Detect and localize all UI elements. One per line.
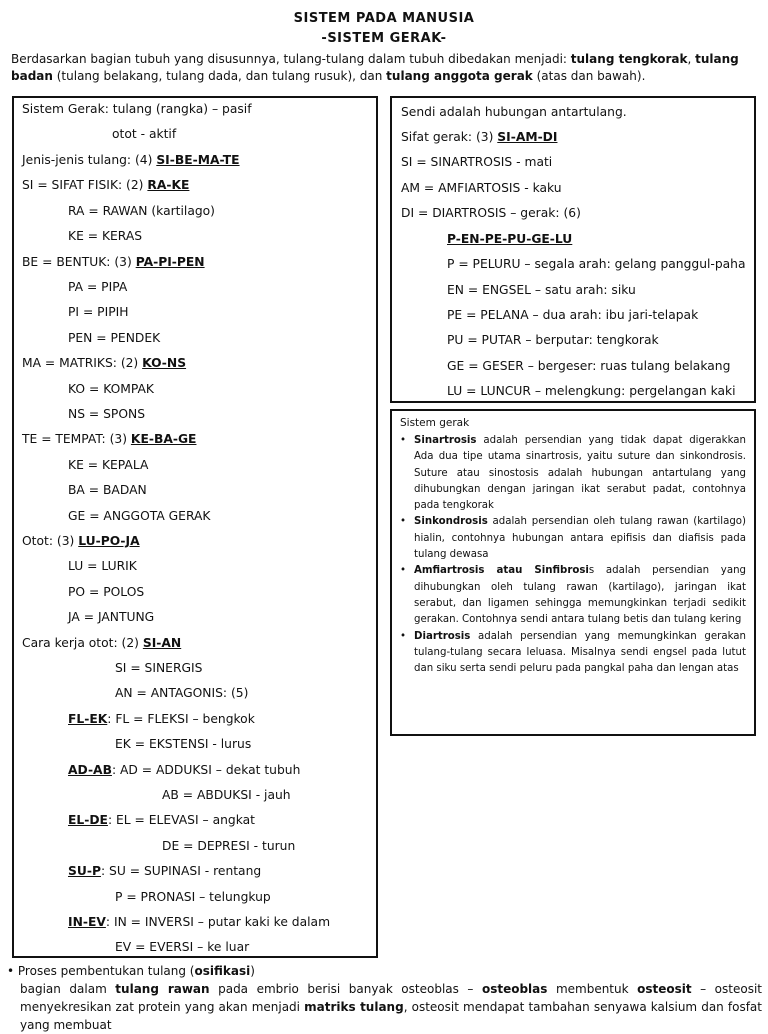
box-title: Sistem gerak	[400, 417, 470, 429]
note-text: Proses pembentukan tulang (	[17, 964, 195, 978]
note-line: JA = JANTUNG	[68, 610, 155, 624]
note-text: : IN = INVERSI – putar kaki ke dalam	[105, 915, 331, 929]
note-text: : AD = ADDUKSI – dekat tubuh	[111, 763, 301, 777]
intro-text-3: (atas dan bawah).	[532, 69, 646, 83]
note-line: EK = EKSTENSI - lurus	[115, 737, 252, 751]
note-text: – osteosit menyekresikan zat protein yang akan menjadi	[20, 982, 762, 1014]
note-line: DI = DIARTROSIS – gerak: (6)	[401, 206, 581, 220]
bullet-icon: •	[7, 964, 15, 978]
sendi-box	[390, 96, 756, 403]
note-text: Jenis-jenis tulang: (4)	[22, 153, 157, 167]
note-line: KE = KERAS	[68, 229, 143, 243]
note-line: RA = RAWAN (kartilago)	[68, 204, 215, 218]
mnemonic: SI-BE-MA-TE	[156, 153, 240, 167]
page-subtitle: -SISTEM GERAK-	[321, 31, 447, 46]
mnemonic: FL-EK	[68, 712, 108, 726]
bullet-icon: •	[400, 435, 407, 446]
definition: s adalah persendian yang dihubungkan oleh tulang rawan (kartilago), jaringan ikat serabut, dan ligamen sehingga memungkinkan terjadi sedikit gerakan. Contohnya sendi antara tulang betis dan tulang kering	[414, 565, 747, 626]
note-line	[22, 153, 240, 167]
bullet-icon: •	[400, 516, 407, 528]
note-text: MA = MATRIKS: (2)	[22, 356, 143, 370]
note-text: membentuk	[547, 982, 638, 996]
note-line	[68, 864, 261, 878]
intro-text-2: (tulang belakang, tulang dada, dan tulang rusuk), dan	[52, 69, 387, 83]
note-line: otot - aktif	[112, 127, 177, 141]
note-line: Sistem Gerak: tulang (rangka) – pasif	[22, 102, 252, 116]
mnemonic: RA-KE	[147, 178, 190, 192]
definition: adalah persendian yang tidak dapat digerakkan Ada dua tipe utama sinartrosis, yaitu suture dan sinkondrosis. Suture atau sinostosis adalah hubungan antartulang yang dihubungkan dengan jaringan ikat serabut padat, contohnya pada tengkorak	[414, 435, 746, 512]
note-line: NS = SPONS	[68, 407, 146, 421]
note-text: TE = TEMPAT: (3)	[22, 432, 131, 446]
ossification-section	[7, 962, 762, 1034]
note-line: AM = AMFIARTOSIS - kaku	[401, 181, 562, 195]
mnemonic: AD-AB	[68, 763, 112, 777]
bullet-icon: •	[400, 630, 407, 642]
term: osteosit	[637, 982, 692, 996]
note-line	[22, 432, 196, 446]
note-line: SI = SINERGIS	[115, 661, 203, 675]
note-line: KE = KEPALA	[68, 458, 149, 472]
intro-bold-badan: tulang badan	[11, 52, 739, 83]
note-line: P = PELURU – segala arah: gelang panggul-paha	[447, 257, 746, 271]
section-heading	[7, 962, 762, 980]
mnemonic: SI-AM-DI	[497, 130, 558, 144]
note-line: GE = ANGGOTA GERAK	[68, 509, 211, 523]
mnemonic: EL-DE	[68, 813, 108, 827]
note-text: : EL = ELEVASI – angkat	[107, 813, 255, 827]
note-line	[22, 178, 189, 192]
note-line: P = PRONASI – telungkup	[115, 890, 271, 904]
note-line: LU = LUNCUR – melengkung: pergelangan kaki	[447, 384, 736, 398]
note-line	[22, 356, 186, 370]
note-line: PU = PUTAR – berputar: tengkorak	[447, 333, 659, 347]
definition: adalah persendian oleh tulang rawan (kartilago) hialin, contohnya hubungan antara epifisis dan diafisis pada tulang dewasa	[414, 516, 746, 561]
note-line: GE = GESER – bergeser: ruas tulang belakang	[447, 359, 731, 373]
term: Sinartrosis	[414, 435, 477, 446]
list-item	[400, 629, 746, 678]
note-line	[68, 915, 330, 929]
note-line	[22, 636, 181, 650]
note-line: PEN = PENDEK	[68, 331, 161, 345]
mnemonic: IN-EV	[68, 915, 106, 929]
note-text: bagian dalam	[20, 982, 116, 996]
note-line: PE = PELANA – dua arah: ibu jari-telapak	[447, 308, 699, 322]
note-line: BA = BADAN	[68, 483, 147, 497]
term: tulang rawan	[115, 982, 210, 996]
note-line	[401, 130, 557, 144]
term: osteoblas	[481, 982, 548, 996]
note-line	[22, 534, 140, 548]
note-line: EN = ENGSEL – satu arah: siku	[447, 283, 636, 297]
left-notes-box	[12, 96, 378, 958]
note-text: : SU = SUPINASI - rentang	[100, 864, 262, 878]
sistem-gerak-box	[390, 409, 756, 736]
mnemonic: KE-BA-GE	[130, 432, 197, 446]
note-line: EV = EVERSI – ke luar	[115, 940, 250, 954]
note-text: )	[250, 964, 255, 978]
mnemonic: KO-NS	[142, 356, 187, 370]
note-line: SI = SINARTROSIS - mati	[401, 155, 553, 169]
joint-type-list	[400, 433, 746, 677]
term: Diartrosis	[414, 630, 471, 642]
note-line: PA = PIPA	[68, 280, 128, 294]
note-text: BE = BENTUK: (3)	[22, 255, 136, 269]
intro-sep: ,	[687, 52, 696, 66]
intro-bold-anggota: tulang anggota gerak	[386, 69, 533, 83]
note-line: PI = PIPIH	[68, 305, 129, 319]
term: matriks tulang	[304, 1000, 404, 1014]
term: osifikasi	[194, 964, 251, 978]
term: Sinkondrosis	[414, 516, 488, 528]
note-line: DE = DEPRESI - turun	[162, 839, 296, 853]
note-text: : FL = FLEKSI – bengkok	[107, 712, 255, 726]
note-text: Cara kerja otot: (2)	[22, 636, 143, 650]
mnemonic: LU-PO-JA	[78, 534, 140, 548]
note-line	[447, 232, 572, 246]
note-line: PO = POLOS	[68, 585, 145, 599]
intro-bold-tengkorak: tulang tengkorak	[570, 52, 688, 66]
note-line	[68, 763, 300, 777]
bullet-icon: •	[400, 565, 407, 577]
note-text: , osteosit mendapat tambahan senyawa kalsium dan fosfat yang membuat	[20, 1000, 762, 1032]
note-text: Sifat gerak: (3)	[401, 130, 498, 144]
intro-text: Berdasarkan bagian tubuh yang disusunnya, tulang-tulang dalam tubuh dibedakan menjadi:	[11, 52, 571, 66]
note-line	[68, 712, 255, 726]
mnemonic: SI-AN	[142, 636, 182, 650]
note-text: SI = SIFAT FISIK: (2)	[22, 178, 148, 192]
note-line: Sendi adalah hubungan antartulang.	[401, 105, 627, 119]
note-line	[22, 255, 205, 269]
list-item	[400, 563, 746, 628]
mnemonic: PA-PI-PEN	[135, 255, 205, 269]
mnemonic: P-EN-PE-PU-GE-LU	[447, 232, 573, 246]
note-text: pada embrio berisi banyak osteoblas –	[209, 982, 482, 996]
intro-paragraph	[11, 51, 759, 85]
list-item	[400, 433, 746, 514]
list-item	[400, 514, 746, 563]
term: Amfiartrosis atau Sinfibrosi	[414, 565, 589, 577]
mnemonic: SU-P	[68, 864, 101, 878]
note-line: AN = ANTAGONIS: (5)	[115, 686, 249, 700]
note-line: KO = KOMPAK	[68, 382, 154, 396]
page-title: SISTEM PADA MANUSIA	[293, 11, 475, 26]
note-text: Otot: (3)	[22, 534, 79, 548]
note-line: AB = ABDUKSI - jauh	[162, 788, 291, 802]
note-line: LU = LURIK	[68, 559, 137, 573]
note-line	[68, 813, 255, 827]
section-paragraph	[7, 980, 762, 1034]
definition: adalah persendian yang memungkinkan gerakan tulang-tulang secara leluasa. Misalnya sendi engsel pada lutut dan siku serta sendi peluru pada pangkal paha dan lengan atas	[414, 630, 746, 675]
